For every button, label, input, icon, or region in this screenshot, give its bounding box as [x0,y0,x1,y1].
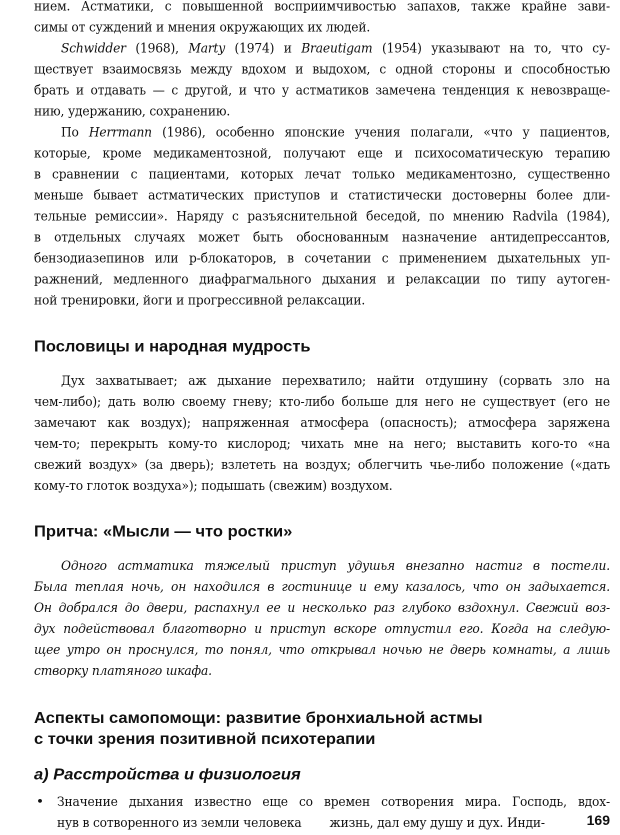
subheading-disorders: а) Расстройства и физиология [34,765,301,784]
text-line [61,38,610,59]
text-line: чем-то; перекрыть кому-то кислород; чихать мне на него; выставить кого-то «на [34,436,610,452]
text-line: Дух захватывает; аж дыхание перехватило; найти отдушину (сорвать зло на [61,373,610,389]
text-line: меньше бывает астматических приступов и статистически достоверны более дли- [34,188,610,204]
text-line: кому-то глоток воздуха»); подышать (свежим) воздухом. [34,478,393,494]
text-line: симы от суждений и мнения окружающих их людей. [34,20,371,36]
text-line: Одного астматика тяжелый приступ удушья внезапно настиг в постели. [61,558,610,574]
section-heading-selfhelp-line1: Аспекты самопомощи: развитие бронхиальной астмы [34,709,483,727]
text-span: нув в сотворенного из земли человека [57,815,302,831]
text-span: (1986), особенно японские учения полагали, «что у пациентов, [151,125,610,141]
text-line: ражнений, медленного диафрагмального дыхания и релаксации по типу аутоген- [34,272,610,288]
author-name: Marty [188,41,226,57]
text-line: ной тренировки, йоги и прогрессивной релаксации. [34,293,366,309]
text-span: жизнь, дал ему душу и дух. Инди- [329,815,545,831]
text-line [57,813,610,834]
section-heading-proverbs: Пословицы и народная мудрость [34,338,311,356]
page-number: 169 [586,812,610,828]
text-line: замечают как воздух); напряженная атмосфера (опасность); атмосфера заряжена [34,415,610,431]
section-heading-selfhelp-line2: с точки зрения позитивной психотерапии [34,730,376,748]
section-heading-parable: Притча: «Мысли — что ростки» [34,523,293,541]
text-line: брать и отдавать — с другой, и что у астматиков замечена тенденция к невозвраще- [34,83,610,99]
text-line: Значение дыхания известно еще со времен сотворения мира. Господь, вдох- [57,794,610,810]
text-line: Была теплая ночь, он находился в гостинице и ему казалось, что он задыхается. [34,579,610,595]
bullet-marker: • [36,794,45,810]
text-span: (1974) и [225,41,302,57]
text-line: нием. Астматики, с повышенной восприимчивостью запахов, также крайне зави- [34,0,610,15]
author-name: Braeutigam [301,41,373,57]
text-line: ществует взаимосвязь между вдохом и выдохом, с одной стороны и способностью [34,62,610,78]
text-line: щее утро он проснулся, то понял, что открывал ночью не дверь комнаты, а лишь [34,642,610,658]
text-line: в отдельных случаях может быть обоснованным назначение антидепрессантов, [34,230,610,246]
text-line: чем-либо); дать волю своему гневу; кто-либо больше для него не существует (его не [34,394,610,410]
text-span: (1968), [125,41,189,57]
text-line: свежий воздух» (за дверь); взлететь на воздух; облегчить чье-либо положение («дать [34,457,610,473]
text-line: Он добрался до двери, распахнул ее и несколько раз глубоко вздохнул. Свежий воз- [34,600,610,616]
text-line: в сравнении с пациентами, которых лечат только медикаментозно, существенно [34,167,610,183]
text-span: (1954) указывают на то, что су- [372,41,611,57]
text-line [61,122,610,143]
text-line: бензодиазепинов или р-блокаторов, в сочетании с применением дыхательных уп- [34,251,610,267]
author-name: Schwidder [61,41,126,57]
text-line: которые, кроме медикаментозной, получают еще и психосоматическую терапию [34,146,610,162]
text-line: тельные ремиссии». Наряду с разъяснительной беседой, по мнению Radvila (1984), [34,209,610,225]
text-span: По [61,125,89,141]
text-line: створку платяного шкафа. [34,663,212,680]
author-name: Herrmann [88,125,152,141]
text-line: дух подействовал благотворно и приступ вскоре отпустил его. Когда на следую- [34,621,610,637]
text-line: нию, удержанию, сохранению. [34,104,231,120]
